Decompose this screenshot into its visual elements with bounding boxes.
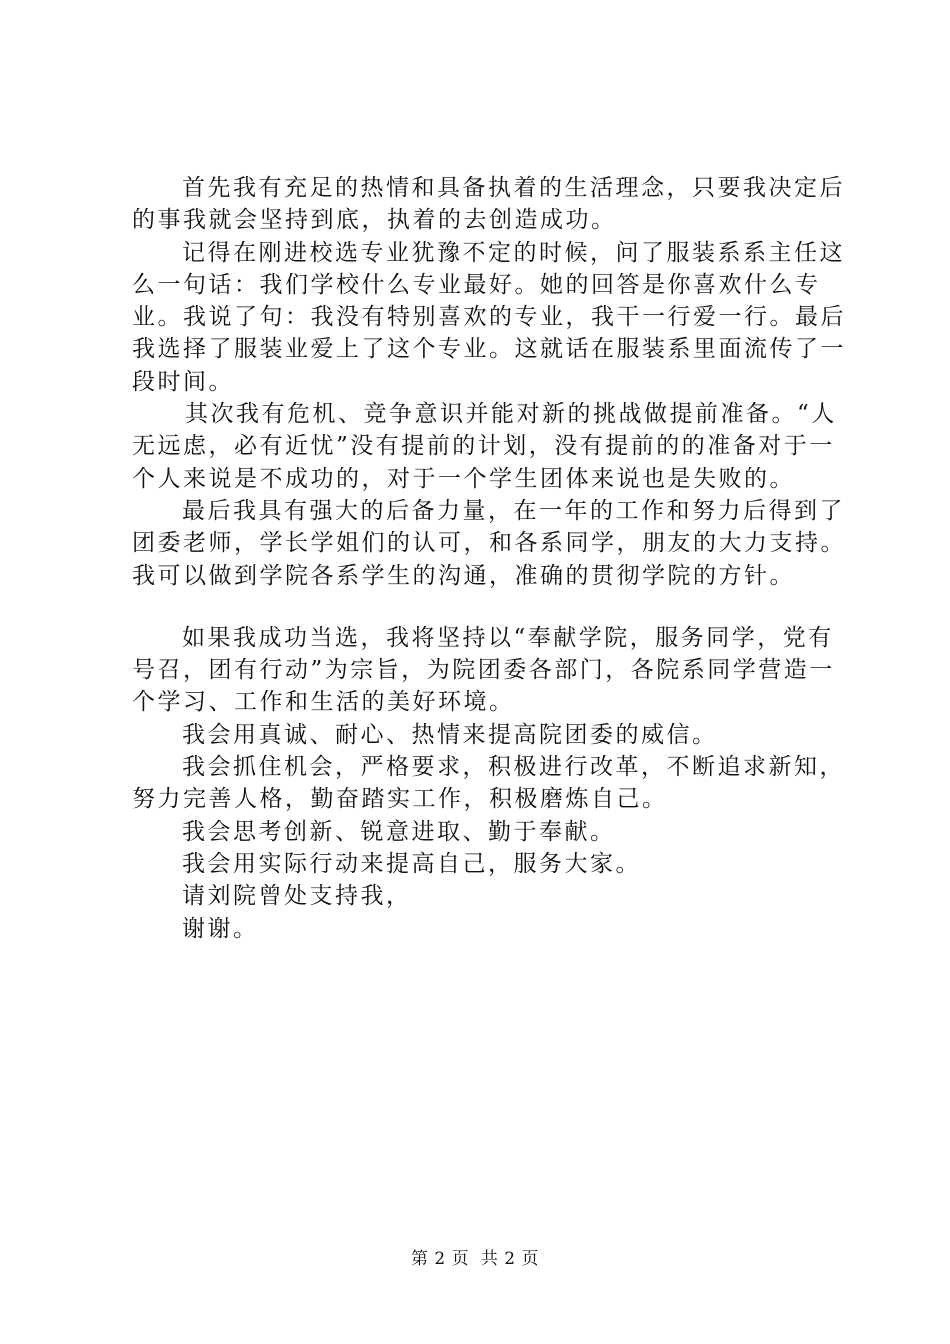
paragraph-support: 最后我具有强大的后备力量，在一年的工作和努力后得到了团委老师，学长学姐们的认可，和各系同学，朋友的大力支持。我可以做到学院各系学生的沟通，准确的贯彻学院的方针。 — [132, 497, 846, 589]
page-number-label: 第 2 页 共 2 页 — [410, 1249, 540, 1269]
page-footer — [0, 1244, 950, 1269]
paragraph-reform: 我会抓住机会，严格要求，积极进行改革，不断追求新知，努力完善人格，勤奋踏实工作，积极磨炼自己。 — [132, 754, 845, 813]
paragraph-major-choice: 记得在刚进校选专业犹豫不定的时候，问了服装系系主任这么一句话：我们学校什么专业最好。她的回答是你喜欢什么专业。我说了句：我没有特别喜欢的专业，我干一行爱一行。最后我选择了服装业爱上了这个专业。这就话在服装系里面流传了一段时间。 — [132, 239, 846, 395]
paragraph-sincerity: 我会用真诚、耐心、热情来提高院团委的威信。 — [182, 721, 718, 748]
paragraph-action: 我会用实际行动来提高自己，服务大家。 — [182, 850, 641, 877]
paragraph-enthusiasm: 首先我有充足的热情和具备执着的生活理念，只要我决定后的事我就会坚持到底，执着的去创造成功。 — [132, 175, 845, 234]
paragraph-crisis-awareness: 其次我有危机、竞争意识并能对新的挑战做提前准备。“人无远虑，必有近忧”没有提前的计划，没有提前的的准备对于一个人来说是不成功的，对于一个学生团体来说也是失败的。 — [132, 401, 837, 492]
paragraph-innovation: 我会思考创新、锐意进取、勤于奉献。 — [182, 818, 616, 845]
paragraph-pledge: 如果我成功当选，我将坚持以“奉献学院，服务同学，党有号召，团有行动”为宗旨，为院团委各部门，各院系同学营造一个学习、工作和生活的美好环境。 — [132, 624, 835, 716]
paragraph-thanks: 谢谢。 — [182, 915, 259, 942]
document-body — [132, 172, 852, 945]
paragraph-request: 请刘院曾处支持我， — [182, 883, 412, 910]
